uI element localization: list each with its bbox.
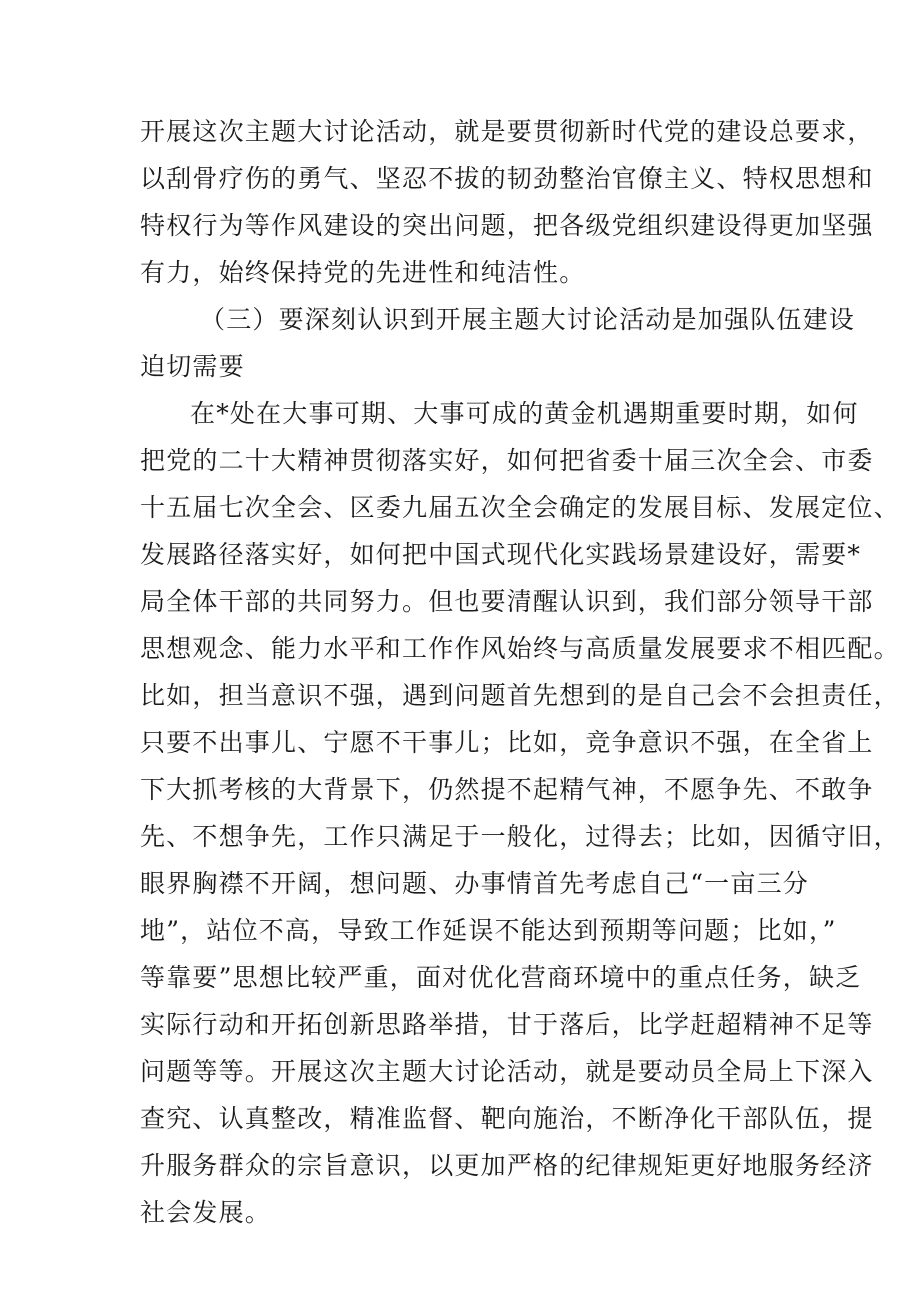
- text-line: 开展这次主题大讨论活动，就是要贯彻新时代党的建设总要求，: [140, 117, 874, 146]
- text-line: 局全体干部的共同努力。但也要清醒认识到，我们部分领导干部: [140, 587, 874, 616]
- section-heading-line: （三）要深刻认识到开展主题大讨论活动是加强队伍建设: [200, 305, 856, 334]
- section-heading-line: 迫切需要: [140, 352, 245, 381]
- text-line: 下大抓考核的大背景下，仍然提不起精气神，不愿争先、不敢争: [140, 775, 874, 804]
- text-line: 比如，担当意识不强，遇到问题首先想到的是自己会不会担责任，: [140, 681, 900, 710]
- text-line: 问题等等。开展这次主题大讨论活动，就是要动员全局上下深入: [140, 1057, 874, 1086]
- text-line: 把党的二十大精神贯彻落实好，如何把省委十届三次全会、市委: [140, 446, 874, 475]
- text-line: 实际行动和开拓创新思路举措，甘于落后，比学赶超精神不足等: [140, 1010, 874, 1039]
- text-line: 查究、认真整改，精准监督、靶向施治，不断净化干部队伍，提: [140, 1104, 874, 1133]
- text-line: 先、不想争先，工作只满足于一般化，过得去；比如，因循守旧，: [140, 822, 900, 851]
- text-line: 在*处在大事可期、大事可成的黄金机遇期重要时期，如何: [190, 399, 859, 428]
- body-text: [140, 108, 900, 1236]
- text-line: 眼界胸襟不开阔，想问题、办事情首先考虑自己“一亩三分: [140, 869, 809, 898]
- text-line: 特权行为等作风建设的突出问题，把各级党组织建设得更加坚强: [140, 211, 874, 240]
- text-line: 思想观念、能力水平和工作作风始终与高质量发展要求不相匹配。: [140, 634, 900, 663]
- text-line: 等靠要”思想比较严重，面对优化营商环境中的重点任务，缺乏: [140, 963, 862, 992]
- text-line: 地”，站位不高，导致工作延误不能达到预期等问题；比如，”: [140, 916, 837, 945]
- text-line: 十五届七次全会、区委九届五次全会确定的发展目标、发展定位、: [140, 493, 900, 522]
- text-line: 只要不出事儿、宁愿不干事儿；比如，竞争意识不强，在全省上: [140, 728, 874, 757]
- text-line: 升服务群众的宗旨意识，以更加严格的纪律规矩更好地服务经济: [140, 1151, 874, 1180]
- text-line: 发展路径落实好，如何把中国式现代化实践场景建设好，需要*: [140, 540, 862, 569]
- text-line: 社会发展。: [140, 1198, 272, 1227]
- text-line: 有力，始终保持党的先进性和纯洁性。: [140, 258, 586, 287]
- text-line: 以刮骨疗伤的勇气、坚忍不拔的韧劲整治官僚主义、特权思想和: [140, 164, 874, 193]
